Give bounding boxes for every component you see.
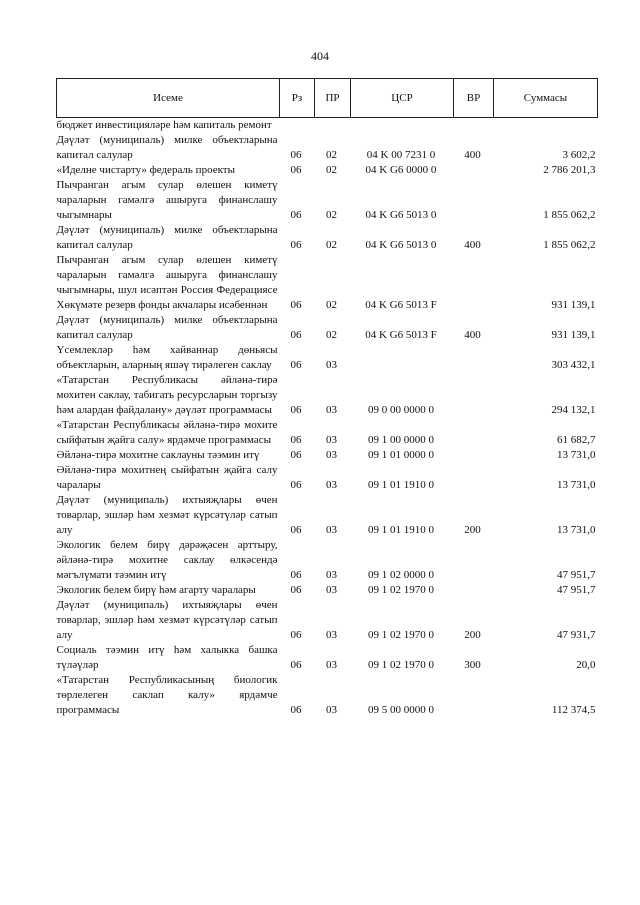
row-sum: 47 951,7 xyxy=(557,569,596,581)
row-sum: 2 786 201,3 xyxy=(543,164,596,176)
row-sum: 47 951,7 xyxy=(557,584,596,596)
row-rz: 06 xyxy=(290,629,302,641)
row-pr: 03 xyxy=(326,449,337,461)
row-name: «Татарстан Республикасы әйләнә-тирә мохите сыйфатын җайга салу» ярдәмче программасы xyxy=(56,419,278,446)
row-pr: 02 xyxy=(326,164,337,176)
row-rz: 06 xyxy=(290,659,302,671)
row-vr xyxy=(454,163,494,178)
row-csr: 09 1 01 1910 0 xyxy=(368,479,434,491)
table-body xyxy=(57,118,598,719)
row-rz: 06 xyxy=(290,479,302,491)
row-vr: 200 xyxy=(464,524,481,536)
row-sum: 931 139,1 xyxy=(551,329,596,341)
row-vr: 400 xyxy=(464,329,481,341)
row-name: «Иделне чистарту» федераль проекты xyxy=(56,164,235,176)
row-rz: 06 xyxy=(290,584,302,596)
table-row xyxy=(57,493,598,538)
row-vr xyxy=(454,673,494,718)
budget-table xyxy=(56,78,598,718)
row-name: Әйләнә-тирә мохитне саклауны тәэмин итү xyxy=(56,449,260,461)
row-name: Дәүләт (муниципаль) ихтыяҗлары өчен товарлар, эшләр һәм хезмәт күрсәтүләр сатып алу xyxy=(56,494,278,536)
row-pr: 03 xyxy=(326,629,337,641)
row-vr: 400 xyxy=(464,239,481,251)
row-rz: 06 xyxy=(290,239,302,251)
row-pr: 03 xyxy=(326,569,337,581)
row-vr: 400 xyxy=(464,149,481,161)
row-vr xyxy=(454,583,494,598)
row-name: Әйләнә-тирә мохитнең сыйфатын җайга салу чаралары xyxy=(56,464,278,491)
table-row xyxy=(57,223,598,253)
row-rz: 06 xyxy=(290,359,302,371)
row-rz: 06 xyxy=(290,524,302,536)
row-csr: 04 K G6 0000 0 xyxy=(365,164,437,176)
row-sum: 112 374,5 xyxy=(551,704,596,716)
header-rz: Рз xyxy=(280,79,315,118)
table-row xyxy=(57,448,598,463)
row-csr: 04 K G6 5013 0 xyxy=(365,209,437,221)
row-csr: 04 K G6 5013 F xyxy=(365,329,437,341)
row-pr: 02 xyxy=(326,209,337,221)
row-name: Социаль тәэмин итү һәм халыкка башка түләүләр xyxy=(56,644,278,671)
row-csr: 09 1 02 0000 0 xyxy=(368,569,434,581)
row-rz: 06 xyxy=(290,704,302,716)
row-vr: 200 xyxy=(464,629,481,641)
row-rz: 06 xyxy=(290,329,302,341)
table-row xyxy=(57,673,598,718)
row-sum: 13 731,0 xyxy=(557,524,596,536)
row-pr: 02 xyxy=(326,239,337,251)
row-rz: 06 xyxy=(290,449,302,461)
page-number: 404 xyxy=(311,49,329,63)
row-csr: 09 5 00 0000 0 xyxy=(368,704,434,716)
row-pr: 02 xyxy=(326,329,337,341)
row-csr xyxy=(351,118,454,134)
row-csr: 09 1 01 1910 0 xyxy=(368,524,434,536)
table-row xyxy=(57,583,598,598)
row-rz: 06 xyxy=(290,164,302,176)
row-vr xyxy=(454,343,494,373)
row-pr: 03 xyxy=(326,524,337,536)
row-vr xyxy=(454,178,494,223)
row-rz: 06 xyxy=(290,209,302,221)
row-rz: 06 xyxy=(290,299,302,311)
table-row xyxy=(57,178,598,223)
header-name: Исеме xyxy=(57,79,280,118)
table-row xyxy=(57,643,598,673)
row-pr: 02 xyxy=(326,299,337,311)
row-sum: 1 855 062,2 xyxy=(543,209,596,221)
row-vr xyxy=(454,373,494,418)
row-rz: 06 xyxy=(290,404,302,416)
header-sum: Суммасы xyxy=(494,79,598,118)
row-name: «Татарстан Республикасының биологик төрлелеген саклап калу» ярдәмче программасы xyxy=(56,674,278,716)
row-sum: 1 855 062,2 xyxy=(543,239,596,251)
row-pr: 03 xyxy=(326,434,337,446)
row-vr xyxy=(454,538,494,583)
row-pr: 03 xyxy=(326,584,337,596)
row-name: «Татарстан Республикасы әйләнә-тирә мохитен саклау, табигать ресурсларын торгызу һәм алардан файдалану» дәүләт программасы xyxy=(56,374,278,416)
row-sum: 61 682,7 xyxy=(557,434,596,446)
row-sum: 294 132,1 xyxy=(551,404,596,416)
row-csr: 09 1 02 1970 0 xyxy=(368,584,434,596)
row-name: бюджет инвестицияләре һәм капиталь ремонт xyxy=(56,119,272,131)
row-name: Дәүләт (муниципаль) милке объектларына капитал салулар xyxy=(56,134,278,161)
header-pr: ПР xyxy=(315,79,351,118)
row-rz: 06 xyxy=(290,149,302,161)
table-row xyxy=(57,163,598,178)
row-pr: 02 xyxy=(326,149,337,161)
row-pr: 03 xyxy=(326,659,337,671)
row-csr: 09 1 02 1970 0 xyxy=(368,629,434,641)
row-pr: 03 xyxy=(326,404,337,416)
row-csr: 09 1 00 0000 0 xyxy=(368,434,434,446)
row-name: Дәүләт (муниципаль) милке объектларына капитал салулар xyxy=(56,314,278,341)
table-row xyxy=(57,418,598,448)
row-pr: 03 xyxy=(326,704,337,716)
row-vr xyxy=(454,448,494,463)
row-sum xyxy=(494,118,598,134)
row-name: Экологик белем бирү һәм агарту чаралары xyxy=(56,584,256,596)
row-rz xyxy=(280,118,315,134)
row-sum: 13 731,0 xyxy=(557,479,596,491)
row-pr xyxy=(315,118,351,134)
row-sum: 20,0 xyxy=(576,659,596,671)
row-vr xyxy=(454,418,494,448)
row-name: Дәүләт (муниципаль) ихтыяҗлары өчен товарлар, эшләр һәм хезмәт күрсәтүләр сатып алу xyxy=(56,599,278,641)
table-row xyxy=(57,538,598,583)
row-csr: 09 1 01 0000 0 xyxy=(368,449,434,461)
row-sum: 13 731,0 xyxy=(557,449,596,461)
row-vr xyxy=(454,253,494,313)
table-row xyxy=(57,343,598,373)
table-row xyxy=(57,463,598,493)
row-vr xyxy=(454,463,494,493)
table-row xyxy=(57,373,598,418)
row-name: Экологик белем бирү дәрәҗәсен арттыру, әйләнә-тирә мохитне саклау өлкәсендә мәгълүмати тәэмин итү xyxy=(56,539,278,581)
table-row xyxy=(57,313,598,343)
row-name: Пычранган агым сулар өлешен киметү чараларын гамәлгә ашыруга финанслашу чыгымнары xyxy=(56,179,278,221)
row-sum: 3 602,2 xyxy=(562,149,596,161)
table-row xyxy=(57,253,598,313)
header-vr: ВР xyxy=(454,79,494,118)
row-vr: 300 xyxy=(464,659,481,671)
table-row xyxy=(57,598,598,643)
row-name: Дәүләт (муниципаль) милке объектларына капитал салулар xyxy=(56,224,278,251)
row-pr: 03 xyxy=(326,359,337,371)
row-vr xyxy=(454,118,494,134)
row-pr: 03 xyxy=(326,479,337,491)
row-csr: 04 K G6 5013 0 xyxy=(365,239,437,251)
row-name: Пычранган агым сулар өлешен киметү чараларын гамәлгә ашыруга финанслашу чыгымнары, шул исәптән Россия Федерациясе Хөкүмәте резерв фонды акчалары исәбеннән xyxy=(56,254,278,311)
table-row xyxy=(57,118,598,134)
header-csr: ЦСР xyxy=(351,79,454,118)
table-header-row xyxy=(57,79,598,118)
row-csr: 09 1 02 1970 0 xyxy=(368,659,434,671)
row-name: Үсемлекләр һәм хайваннар дөньясы объектларын, аларның яшәү тирәлеген саклау xyxy=(56,344,278,371)
table-row xyxy=(57,133,598,163)
row-sum: 47 931,7 xyxy=(557,629,596,641)
row-sum: 931 139,1 xyxy=(551,299,596,311)
row-rz: 06 xyxy=(290,569,302,581)
row-rz: 06 xyxy=(290,434,302,446)
row-sum: 303 432,1 xyxy=(551,359,596,371)
row-csr: 04 K G6 5013 F xyxy=(365,299,437,311)
row-csr xyxy=(351,343,454,373)
row-csr: 04 K 00 7231 0 xyxy=(366,149,436,161)
row-csr: 09 0 00 0000 0 xyxy=(368,404,434,416)
